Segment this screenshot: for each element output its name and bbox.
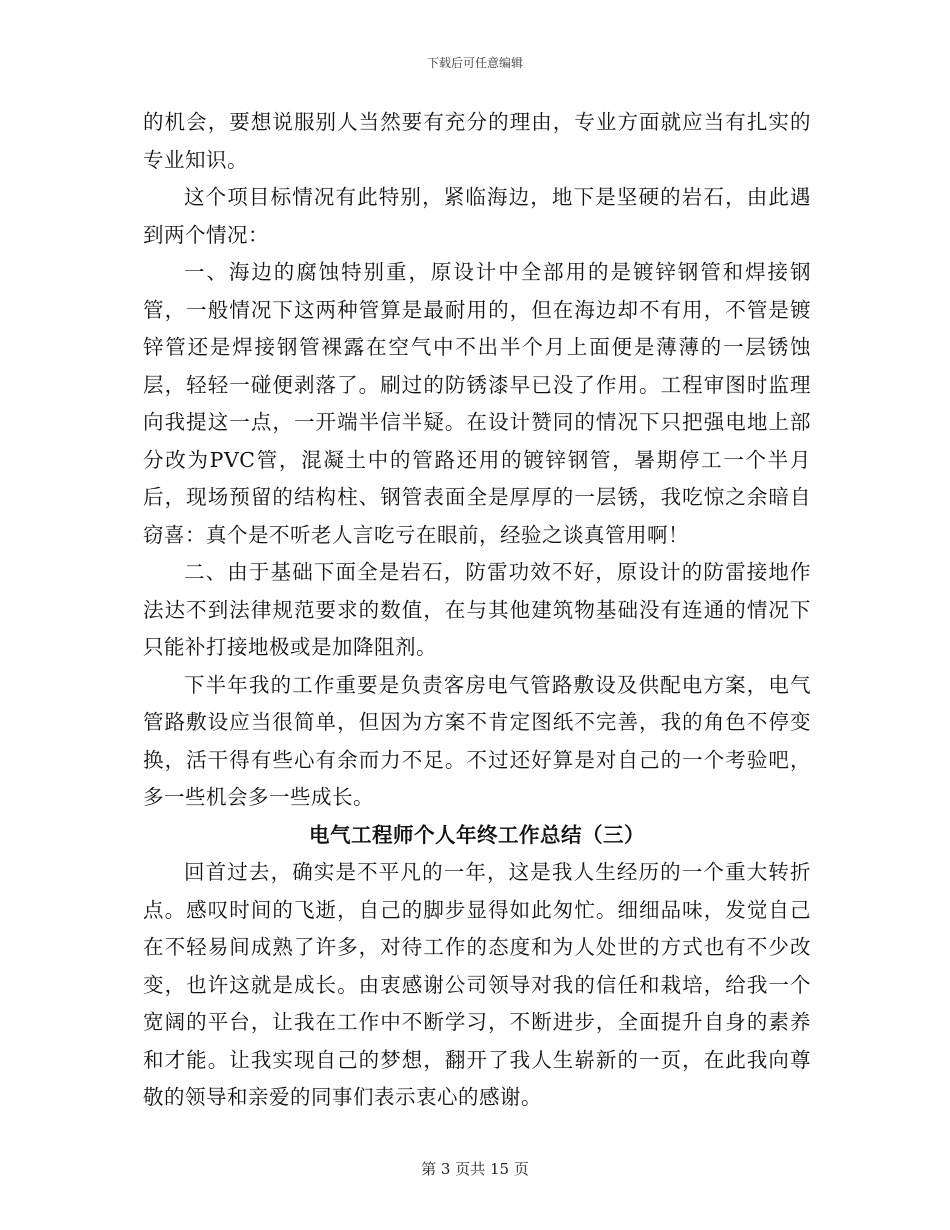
page-header: 下载后可任意编辑 xyxy=(426,56,523,70)
paragraph-second-half: 下半年我的工作重要是负责客房电气管路敷设及供配电方案，电气管路敷设应当很简单，但因为方案不肯定图纸不完善，我的角色不停变换，活干得有些心有余而力不足。不过还好算是对自己的一个考验吧，多一些机会多一些成长。 xyxy=(143,672,811,809)
paragraph-corrosion: 一、海边的腐蚀特别重，原设计中全部用的是镀锌钢管和焊接钢管，一般情况下这两种管算是最耐用的，但在海边却不有用，不管是镀锌管还是焊接钢管裸露在空气中不出半个月上面便是薄薄的一层锈蚀层，轻轻一碰便剥落了。刷过的防锈漆早已没了作用。工程审图时监理向我提这一点，一开端半信半疑。在设计赞同的情况下只把强电地上部分改为PVC管，混凝土中的管路还用的镀锌钢管，暑期停工一个半月后，现场预留的结构柱、钢管表面全是厚厚的一层锈，我吃惊之余暗自窃喜：真个是不听老人言吃亏在眼前，经验之谈真管用啊！ xyxy=(143,260,811,547)
paragraph-lightning-protection: 二、由于基础下面全是岩石，防雷功效不好，原设计的防雷接地作法达不到法律规范要求的数值，在与其他建筑物基础没有连通的情况下只能补打接地极或是加降阻剂。 xyxy=(143,560,811,659)
paragraph-continuation: 的机会，要想说服别人当然要有充分的理由，专业方面就应当有扎实的专业知识。 xyxy=(143,110,811,172)
paragraph-looking-back: 回首过去，确实是不平凡的一年，这是我人生经历的一个重大转折点。感叹时间的飞逝，自己的脚步显得如此匆忙。细细品味，发觉自己在不轻易间成熟了许多，对待工作的态度和为人处世的方式也有不少改变，也许这就是成长。由衷感谢公司领导对我的信任和栽培，给我一个宽阔的平台，让我在工作中不断学习，不断进步，全面提升自身的素养和才能。让我实现自己的梦想，翻开了我人生崭新的一页，在此我向尊敬的领导和亲爱的同事们表示衷心的感谢。 xyxy=(143,860,811,1109)
section-title: 电气工程师个人年终工作总结（三） xyxy=(309,822,645,847)
document-body xyxy=(143,104,811,1117)
paragraph-project-situation: 这个项目标情况有此特别，紧临海边，地下是坚硬的岩石，由此遇到两个情况： xyxy=(143,185,811,247)
page-footer: 第 3 页共 15 页 xyxy=(421,1160,529,1178)
